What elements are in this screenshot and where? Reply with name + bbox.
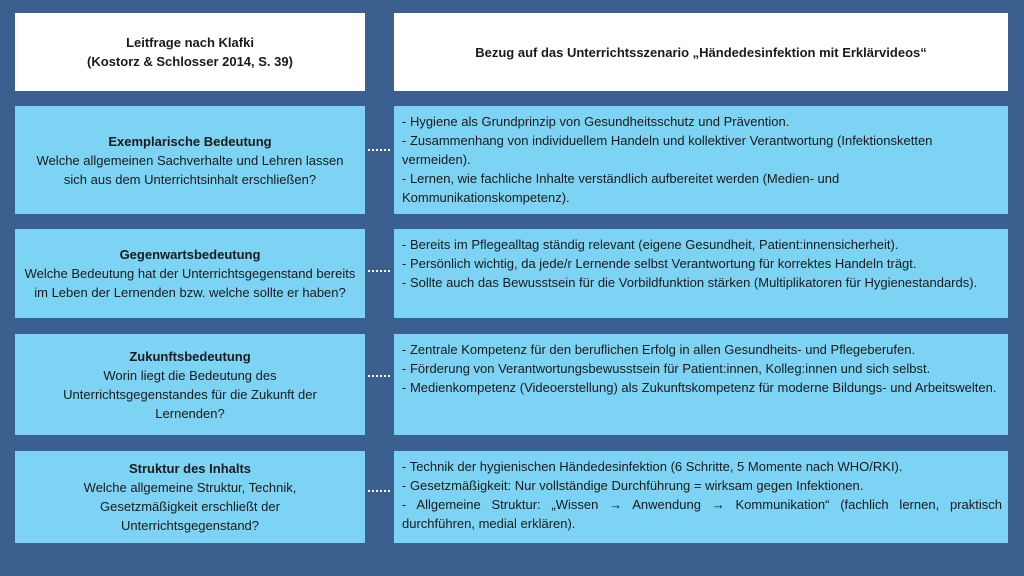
header-right-text: Bezug auf das Unterrichtsszenario „Händedesinfektion mit Erklärvideos“: [475, 44, 927, 60]
answer-box-exemplarisch: [394, 106, 1008, 214]
answer-box-struktur: [394, 451, 1008, 543]
question-text: Welche allgemeinen Sachverhalte und Lehren lassen sich aus dem Unterrichtsinhalt erschließen?: [36, 152, 344, 187]
answer-point: - Technik der hygienischen Händedesinfektion (6 Schritte, 5 Momente nach WHO/RKI).: [402, 459, 903, 474]
question-text: Worin liegt die Bedeutung des Unterrichtsgegenstandes für die Zukunft der Lernenden?: [63, 367, 317, 421]
answer-point: - Gesetzmäßigkeit: Nur vollständige Durchführung = wirksam gegen Infektionen.: [402, 478, 864, 493]
answer-point: - Lernen, wie fachliche Inhalte verständlich aufbereitet werden (Medien- und Kommunikationskompetenz).: [402, 171, 840, 205]
answer-box-zukunft: [394, 334, 1008, 435]
connector-dots: [368, 270, 390, 272]
header-left-line2: (Kostorz & Schlosser 2014, S. 39): [87, 54, 293, 69]
answer-point: - Förderung von Verantwortungsbewusstsein für Patient:innen, Kolleg:innen und sich selbst.: [402, 361, 931, 376]
answer-point: - Medienkompetenz (Videoerstellung) als Zukunftskompetenz für moderne Bildungs- und Arbeitswelten.: [402, 380, 997, 395]
question-box-gegenwart: [15, 229, 365, 318]
connector-dots: [368, 375, 390, 377]
question-box-zukunft: [15, 334, 365, 435]
header-left-line1: Leitfrage nach Klafki: [126, 35, 254, 50]
answer-point: - Hygiene als Grundprinzip von Gesundheitsschutz und Prävention.: [402, 114, 790, 129]
connector-dots: [368, 149, 390, 151]
answer-box-gegenwart: [394, 229, 1008, 318]
question-box-exemplarisch: [15, 106, 365, 214]
connector-dots: [368, 490, 390, 492]
answer-point: - Allgemeine Struktur: „Wissen → Anwendung → Kommunikation“ (fachlich lernen, praktisch durchführen, medial erklären).: [402, 497, 1002, 531]
question-title: Gegenwartsbedeutung: [119, 247, 261, 262]
question-text: Welche allgemeine Struktur, Technik, Gesetzmäßigkeit erschließt der Unterrichtsgegenstand?: [83, 480, 297, 533]
question-box-struktur: [15, 451, 365, 543]
answer-point: - Zusammenhang von individuellem Handeln und kollektiver Verantwortung (Infektionsketten vermeiden).: [402, 133, 933, 167]
question-title: Exemplarische Bedeutung: [108, 133, 272, 149]
header-left: [15, 13, 365, 91]
answer-point: - Sollte auch das Bewusstsein für die Vorbildfunktion stärken (Multiplikatoren für Hygienestandards).: [402, 275, 978, 290]
question-title: Zukunftsbedeutung: [129, 348, 251, 364]
question-title: Struktur des Inhalts: [128, 461, 252, 476]
question-text: Welche Bedeutung hat der Unterrichtsgegenstand bereits im Leben der Lernenden bzw. welche sollte er haben?: [24, 266, 356, 300]
answer-point: - Zentrale Kompetenz für den beruflichen Erfolg in allen Gesundheits- und Pflegeberufen.: [402, 342, 916, 357]
answer-point: - Bereits im Pflegealltag ständig relevant (eigene Gesundheit, Patient:innensicherheit).: [402, 237, 899, 252]
answer-point: - Persönlich wichtig, da jede/r Lernende selbst Verantwortung für korrektes Handeln trägt.: [402, 256, 917, 271]
header-right: [394, 13, 1008, 91]
